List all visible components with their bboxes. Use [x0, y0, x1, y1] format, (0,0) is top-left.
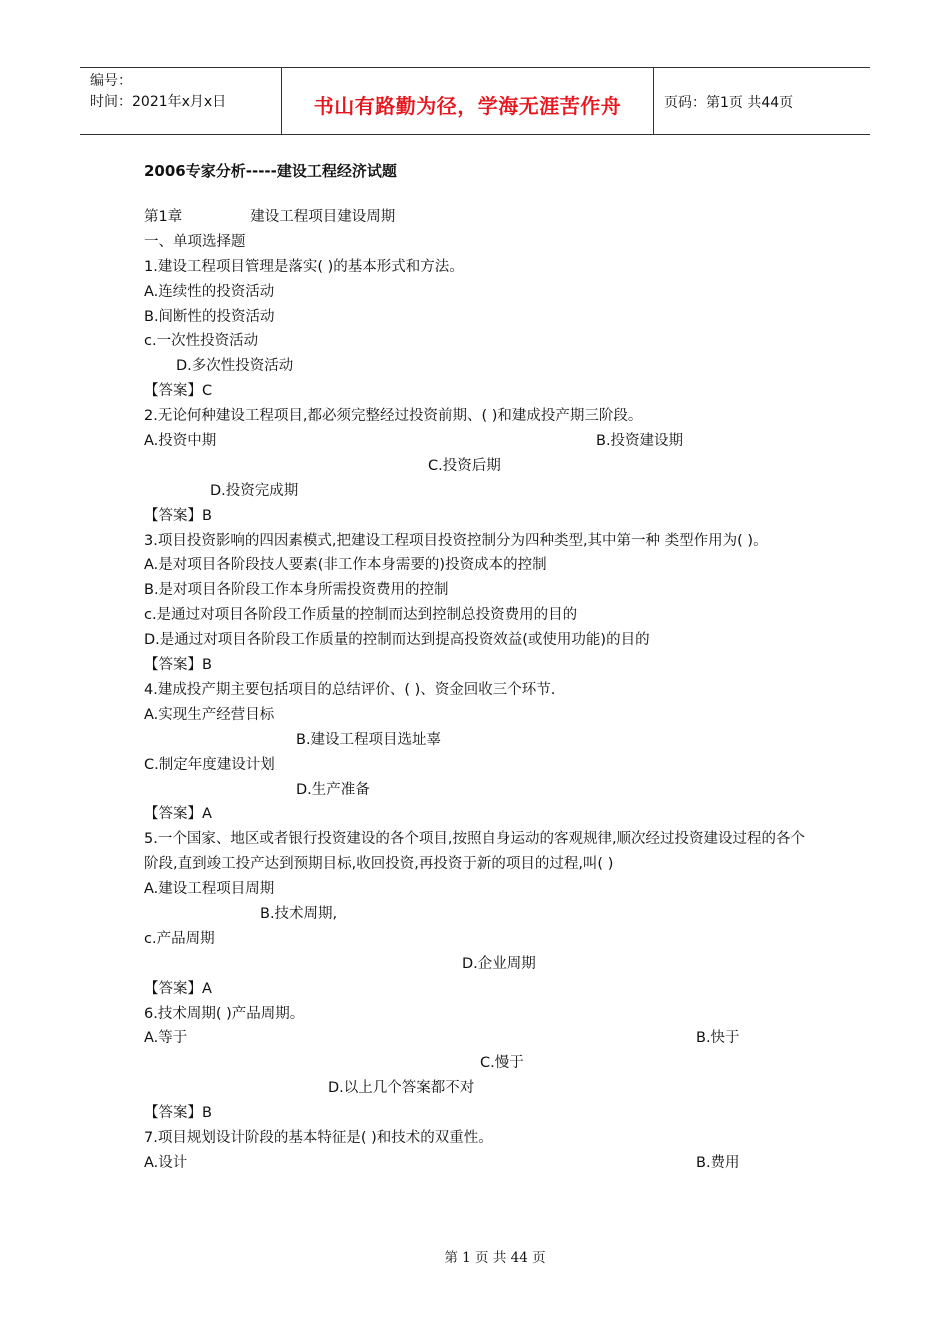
question-stem: 4.建成投产期主要包括项目的总结评价、( )、资金回收三个环节.: [144, 681, 556, 698]
question-stem: 2.无论何种建设工程项目,都必须完整经过投资前期、( )和建成投产期三阶段。: [144, 408, 643, 425]
option-c: c.产品周期: [144, 930, 215, 947]
option-d: D.是通过对项目各阶段工作质量的控制而达到提高投资效益(或使用功能)的目的: [144, 632, 650, 649]
option-c: C.制定年度建设计划: [144, 756, 275, 773]
option-d: D.以上几个答案都不对: [328, 1080, 475, 1097]
question-stem: 7.项目规划设计阶段的基本特征是( )和技术的双重性。: [144, 1130, 493, 1146]
document-title: 2006专家分析-----建设工程经济试题: [144, 162, 397, 180]
option-row: [144, 429, 814, 454]
option-c: c.是通过对项目各阶段工作质量的控制而达到控制总投资费用的目的: [144, 607, 578, 624]
page-footer: 第 1 页 共 44 页: [444, 1250, 546, 1266]
answer: 【答案】A: [144, 980, 212, 997]
question-stem: 1.建设工程项目管理是落实( )的基本形式和方法。: [144, 258, 464, 275]
header-motto-cell: [282, 68, 654, 134]
answer: 【答案】B: [144, 657, 212, 674]
option-c: C.慢于: [480, 1055, 524, 1072]
option-b: B.快于: [696, 1030, 740, 1047]
option-row: [144, 1026, 814, 1051]
option-b: B.费用: [696, 1154, 740, 1171]
header-info: [80, 68, 282, 134]
option-a: A.是对项目各阶段技人要素(非工作本身需要的)投资成本的控制: [144, 557, 547, 574]
option-b: B.间断性的投资活动: [144, 308, 275, 325]
time-label: 时间：2021年x月x日: [90, 94, 227, 110]
header-page-cell: [654, 69, 870, 134]
option-row: [144, 1151, 814, 1176]
option-b: B.建设工程项目选址辜: [296, 731, 442, 748]
section-heading: 一、单项选择题: [144, 233, 246, 250]
document-body: [144, 205, 814, 1176]
question-stem: 3.项目投资影响的四因素模式,把建设工程项目投资控制分为四种类型,其中第一种 类型作用为( )。: [144, 532, 768, 549]
option-a: A.设计: [144, 1154, 188, 1171]
option-a: A.建设工程项目周期: [144, 881, 275, 898]
question-stem: 5.一个国家、地区或者银行投资建设的各个项目,按照自身运动的客观规律,顺次经过投资建设过程的各个阶段,直到竣工投产达到预期目标,收回投资,再投资于新的项目的过程,叫( ): [144, 831, 806, 873]
page-label: 页码：第1页 共44页: [664, 94, 794, 111]
answer: 【答案】A: [144, 806, 212, 823]
option-a: A.等于: [144, 1030, 188, 1047]
option-d: D.生产准备: [296, 781, 370, 798]
page-header: [80, 67, 870, 135]
question-stem: 6.技术周期( )产品周期。: [144, 1005, 305, 1022]
chapter-label: 第1章: [144, 209, 183, 225]
answer: 【答案】B: [144, 507, 212, 524]
option-d: D.企业周期: [462, 955, 536, 972]
option-c: c.一次性投资活动: [144, 333, 259, 350]
option-a: A.连续性的投资活动: [144, 283, 275, 300]
option-a: A.投资中期: [144, 433, 217, 450]
answer: 【答案】C: [144, 383, 213, 400]
option-c: C.投资后期: [428, 457, 501, 474]
number-label: 编号：: [90, 73, 132, 89]
answer: 【答案】B: [144, 1105, 212, 1122]
option-b: B.投资建设期: [596, 433, 684, 450]
option-b: B.是对项目各阶段工作本身所需投资费用的控制: [144, 582, 449, 599]
chapter-heading: [144, 205, 814, 230]
option-d: D.多次性投资活动: [176, 358, 294, 375]
motto: 书山有路勤为径，学海无涯苦作舟: [313, 93, 622, 118]
option-b: B.技术周期,: [260, 905, 338, 922]
option-a: A.实现生产经营目标: [144, 706, 275, 723]
chapter-title: 建设工程项目建设周期: [250, 209, 396, 225]
option-d: D.投资完成期: [210, 482, 299, 499]
